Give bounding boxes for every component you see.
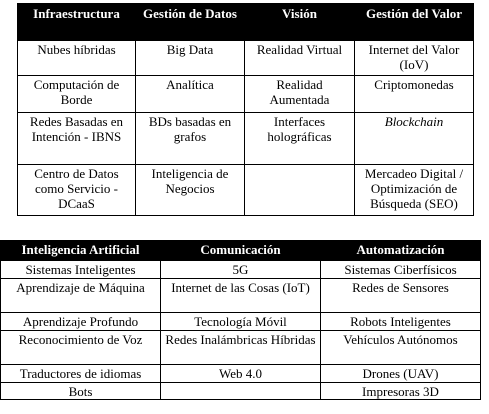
table-row [1,365,481,383]
table-cell: Robots Inteligentes [321,313,481,331]
table-cell: Internet de las Cosas (IoT) [161,279,321,313]
table-header-row [1,241,481,261]
table-cell: Sistemas Ciberfísicos [321,261,481,279]
table-cell: Blockchain [355,113,474,165]
table-cell: Nubes híbridas [18,41,136,76]
table-cell: Criptomonedas [355,76,474,113]
header-gestion-datos: Gestión de Datos [136,4,245,41]
table-cell [161,383,321,400]
table-cell: Redes de Sensores [321,279,481,313]
header-vision: Visión [245,4,355,41]
table-cell: Aprendizaje de Máquina [1,279,161,313]
table-row [18,113,474,165]
table-cell: Computación de Borde [18,76,136,113]
table-cell: Mercadeo Digital / Optimización de Búsqueda (SEO) [355,165,474,216]
table-row [18,165,474,216]
table-row [18,76,474,113]
table-cell: Bots [1,383,161,400]
table-header-row [18,4,474,41]
table-row [1,279,481,313]
table-cell: Sistemas Inteligentes [1,261,161,279]
table-cell [245,165,355,216]
table-cell: Realidad Aumentada [245,76,355,113]
table-cell: Interfaces holográficas [245,113,355,165]
table-cell: Traductores de idiomas [1,365,161,383]
table-cell: Centro de Datos como Servicio - DCaaS [18,165,136,216]
technology-table-1 [17,3,474,216]
header-comunicacion: Comunicación [161,241,321,261]
table-row [1,331,481,365]
header-automatizacion: Automatización [321,241,481,261]
table-row [1,261,481,279]
table-cell: Tecnología Móvil [161,313,321,331]
table-cell: Reconocimiento de Voz [1,331,161,365]
table-cell: Inteligencia de Negocios [136,165,245,216]
table-cell: Web 4.0 [161,365,321,383]
table-cell: Realidad Virtual [245,41,355,76]
table-cell: Drones (UAV) [321,365,481,383]
technology-table-2 [0,240,481,400]
table-cell: Big Data [136,41,245,76]
table-cell: Aprendizaje Profundo [1,313,161,331]
table-cell: 5G [161,261,321,279]
header-gestion-valor: Gestión del Valor [355,4,474,41]
table-cell: Impresoras 3D [321,383,481,400]
table-cell: Redes Basadas en Intención - IBNS [18,113,136,165]
table-cell: BDs basadas en grafos [136,113,245,165]
table-cell: Internet del Valor (IoV) [355,41,474,76]
table-row [1,383,481,400]
table-cell: Vehículos Autónomos [321,331,481,365]
table-row [18,41,474,76]
header-inteligencia-artificial: Inteligencia Artificial [1,241,161,261]
table-cell: Analítica [136,76,245,113]
table-row [1,313,481,331]
header-infraestructura: Infraestructura [18,4,136,41]
table-cell: Redes Inalámbricas Híbridas [161,331,321,365]
